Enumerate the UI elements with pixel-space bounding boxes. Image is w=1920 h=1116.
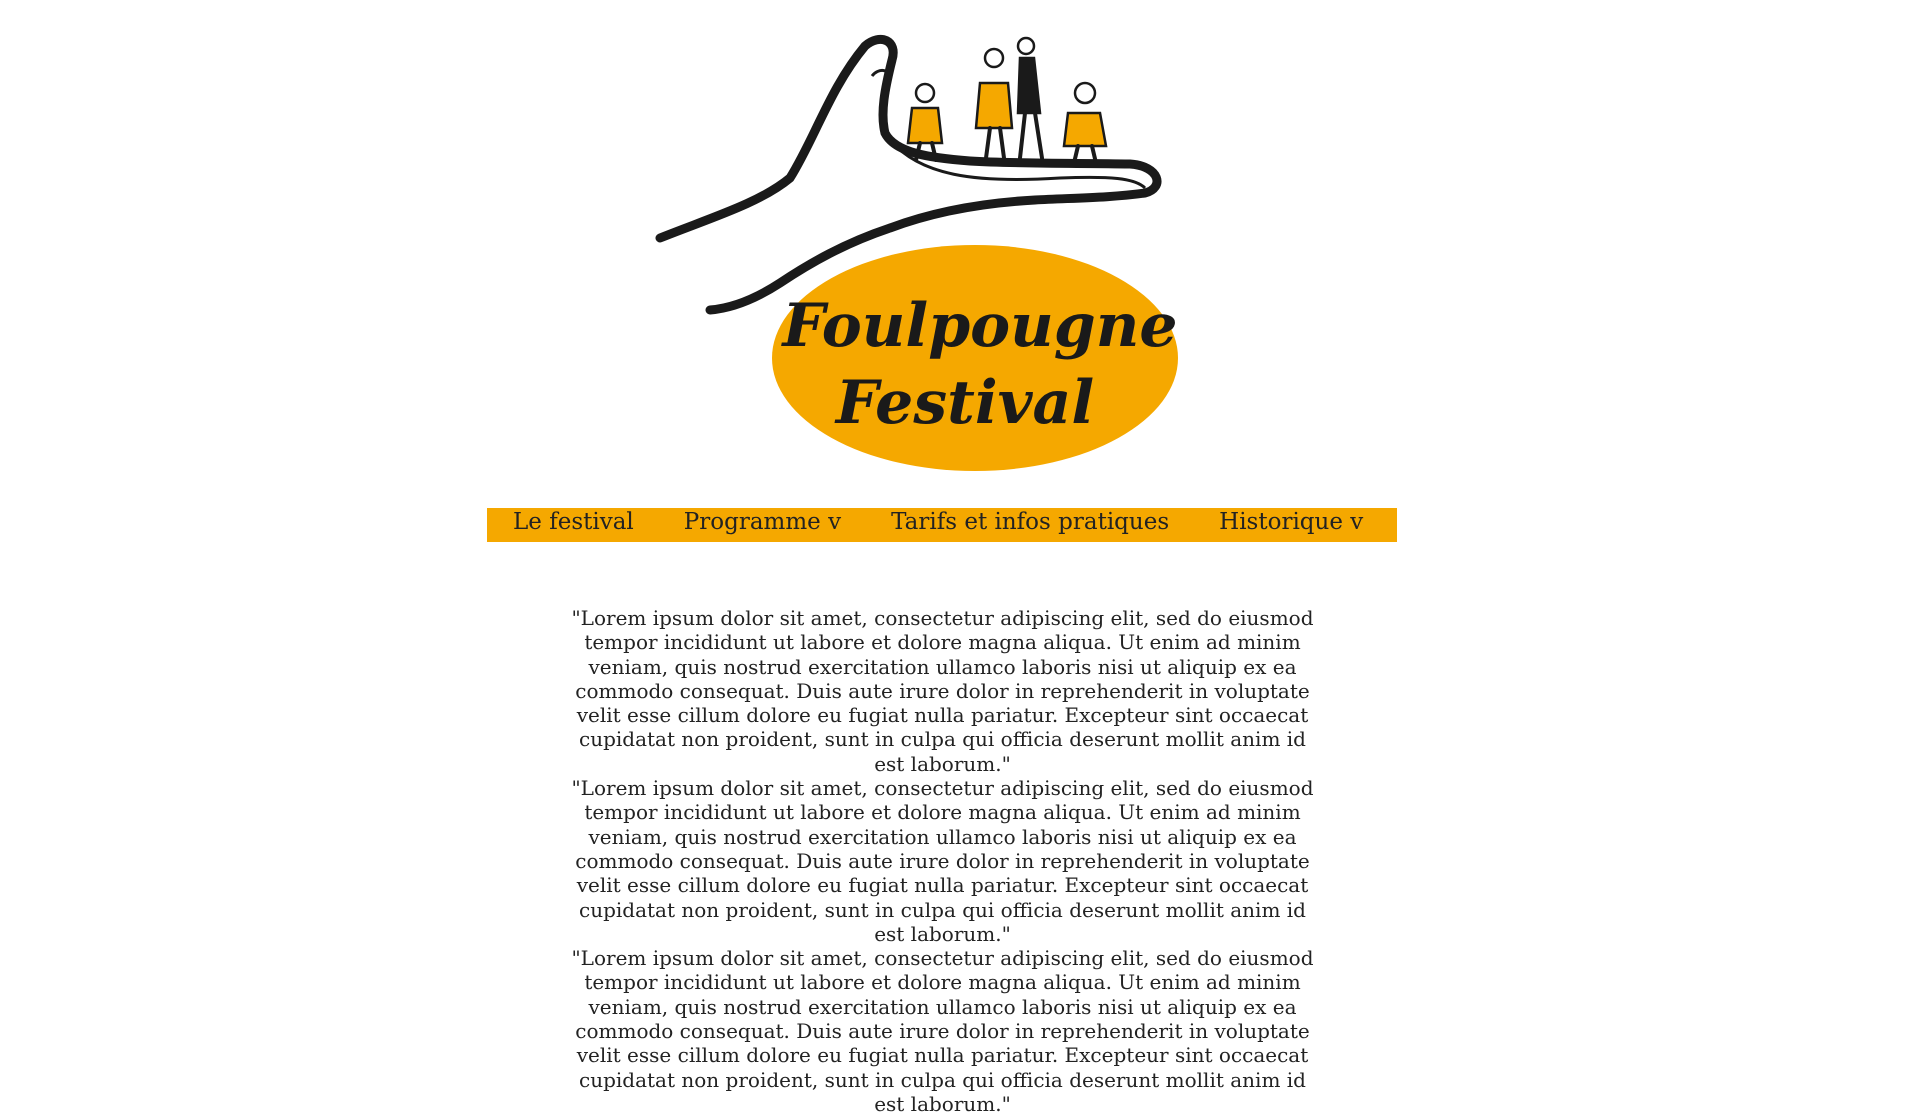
nav-item-historique[interactable]: Historique v	[1219, 509, 1364, 535]
nav-item-programme[interactable]: Programme v	[683, 509, 842, 535]
logo-title-line2: Festival	[835, 368, 1095, 438]
festival-logo[interactable]	[640, 28, 1200, 483]
content-paragraph: "Lorem ipsum dolor sit amet, consectetur adipiscing elit, sed do eiusmod tempor incididunt ut labore et dolore magna aliqua. Ut enim ad minim veniam, quis nostrud exercitation ullamco laboris nisi ut aliquip ex ea commodo consequat. Duis aute irure dolor in reprehenderit in voluptate velit esse cillum dolore eu fugiat nulla pariatur. Excepteur sint occaecat cupidatat non proident, sunt in culpa qui officia deserunt mollit anim id est laborum."	[571, 776, 1314, 946]
logo-title-line1: Foulpougne	[782, 291, 1178, 361]
main-nav	[487, 508, 1397, 542]
nav-item-le-festival[interactable]: Le festival	[513, 509, 634, 535]
content-paragraph: "Lorem ipsum dolor sit amet, consectetur adipiscing elit, sed do eiusmod tempor incididunt ut labore et dolore magna aliqua. Ut enim ad minim veniam, quis nostrud exercitation ullamco laboris nisi ut aliquip ex ea commodo consequat. Duis aute irure dolor in reprehenderit in voluptate velit esse cillum dolore eu fugiat nulla pariatur. Excepteur sint occaecat cupidatat non proident, sunt in culpa qui officia deserunt mollit anim id est laborum."	[571, 606, 1314, 776]
main-content	[565, 606, 1320, 1116]
logo-hand-illustration	[640, 28, 1200, 483]
nav-item-tarifs-infos[interactable]: Tarifs et infos pratiques	[891, 509, 1170, 535]
content-paragraph: "Lorem ipsum dolor sit amet, consectetur adipiscing elit, sed do eiusmod tempor incididunt ut labore et dolore magna aliqua. Ut enim ad minim veniam, quis nostrud exercitation ullamco laboris nisi ut aliquip ex ea commodo consequat. Duis aute irure dolor in reprehenderit in voluptate velit esse cillum dolore eu fugiat nulla pariatur. Excepteur sint occaecat cupidatat non proident, sunt in culpa qui officia deserunt mollit anim id est laborum."	[571, 946, 1314, 1116]
